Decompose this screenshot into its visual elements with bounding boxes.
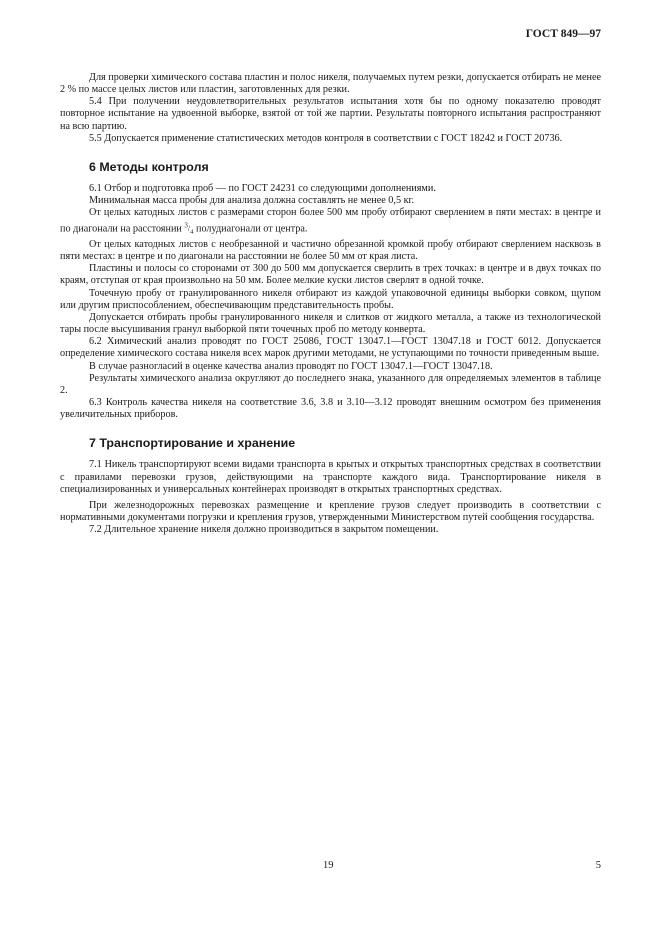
- paragraph: Пластины и полосы со сторонами от 300 до 500 мм допускается сверлить в трех точках: в центре и в двух точках по краям, отступая от края произвольно на 50 мм. Более мелкие куски листов сверлят в одной точке.: [60, 263, 601, 287]
- paragraph: Точечную пробу от гранулированного никеля отбирают из каждой упаковочной единицы выборки совком, щупом или другим приспособлением, обеспечивающим представительность пробы.: [60, 287, 601, 311]
- document-body: [60, 72, 601, 536]
- page-number-right: 5: [595, 860, 601, 871]
- standard-header: ГОСТ 849—97: [525, 28, 601, 40]
- paragraph: Допускается отбирать пробы гранулированного никеля и слитков от жидкого металла, а также из технологической тары после высушивания гранул выборкой пяти точечных проб по методу конверта.: [60, 311, 601, 336]
- fraction: $^3/_4$: [184, 221, 194, 236]
- paragraph-text: полудиагонали от центра.: [193, 223, 308, 235]
- fraction-numerator: 3: [184, 221, 188, 230]
- paragraph: 5.4 При получении неудовлетворительных результатов испытания хотя бы по одному показателю проводят повторное испытание на удвоенной выборке, взятой от той же партии. Результаты повторного испытания распространяют на всю партию.: [60, 96, 601, 132]
- paragraph: 6.2 Химический анализ проводят по ГОСТ 25086, ГОСТ 13047.1—ГОСТ 13047.18 и ГОСТ 6012. Допускается определение химического состава никеля всех марок другими методами, не уступающими по точности приведенным выше.: [60, 336, 601, 360]
- section-heading: 7 Транспортирование и хранение: [89, 436, 296, 451]
- paragraph: 7.2 Длительное хранение никеля должно производиться в закрытом помещении.: [89, 524, 439, 536]
- paragraph: При железнодорожных перевозках размещение и крепление грузов следует производить в соответствии с нормативными документами погрузки и крепления грузов, утвержденными Министерством путей сообщения государства.: [60, 499, 601, 524]
- section-heading: 6 Методы контроля: [89, 159, 209, 174]
- paragraph: Для проверки химического состава пластин и полос никеля, получаемых путем резки, допускается отбирать не менее 2 % по массе целых листов или пластин, заготовленных для резки.: [60, 72, 601, 96]
- paragraph: 5.5 Допускается применение статистических методов контроля в соответствии с ГОСТ 18242 и ГОСТ 20736.: [89, 132, 563, 144]
- paragraph: От целых катодных листов с необрезанной и частично обрезанной кромкой пробу отбирают сверлением насквозь в пяти местах: в центре и по диагонали на расстоянии не более 50 мм от края листа.: [60, 238, 601, 263]
- paragraph: Минимальная масса пробы для анализа должна составлять не менее 0,5 кг.: [89, 195, 415, 207]
- paragraph: 6.1 Отбор и подготовка проб — по ГОСТ 24231 со следующими дополнениями.: [89, 183, 436, 195]
- paragraph: Результаты химического анализа округляют до последнего знака, указанного для определяемых элементов в таблице 2.: [60, 372, 601, 396]
- paragraph: В случае разногласий в оценке качества анализ проводят по ГОСТ 13047.1—ГОСТ 13047.18.: [89, 360, 493, 372]
- page-number-center: 19: [323, 860, 334, 871]
- paragraph: 6.3 Контроль качества никеля на соответствие 3.6, 3.8 и 3.10—3.12 проводят внешним осмотром без применения увеличительных приборов.: [60, 397, 601, 421]
- fraction-denominator: 4: [190, 228, 194, 236]
- paragraph-text: От целых катодных листов с размерами сторон более 500 мм пробу отбирают сверлением в пяти местах: в центре и по диагонали на расстоянии: [60, 207, 601, 235]
- paragraph: [60, 207, 601, 239]
- paragraph: 7.1 Никель транспортируют всеми видами транспорта в крытых и открытых транспортных средствах в соответствии с правилами перевозки грузов, действующими на транспорте каждого вида. Транспортирование никеля в специализированных и универсальных контейнерах производят в открытых транспортных средствах.: [60, 459, 601, 495]
